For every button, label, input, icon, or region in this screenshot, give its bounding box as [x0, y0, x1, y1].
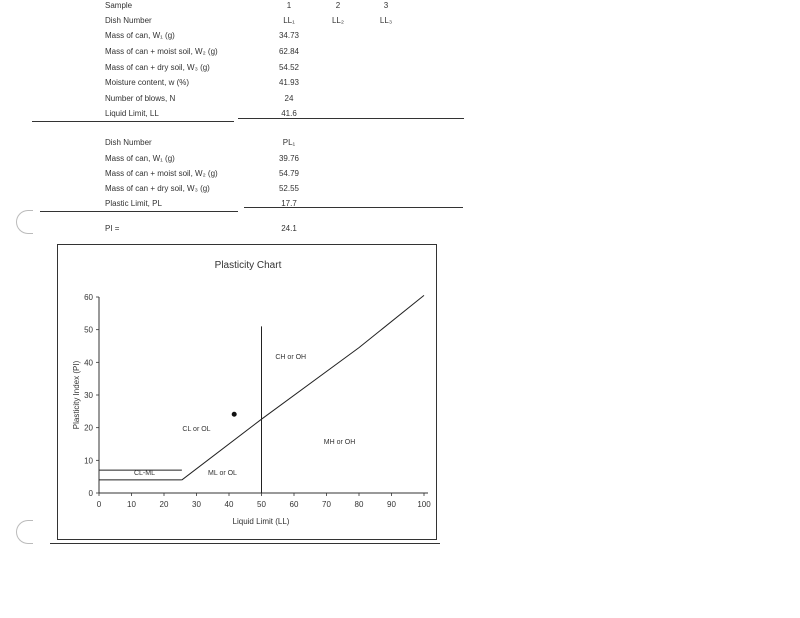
- mass-moist-value: 62.84: [278, 47, 300, 56]
- y-tick-label: 0: [88, 489, 93, 498]
- plastic-limit-value: 17.7: [281, 199, 297, 208]
- mass-can-value: 34.73: [278, 31, 300, 40]
- y-tick-label: 20: [84, 423, 93, 433]
- plastic-limit-label: Plastic Limit, PL: [105, 199, 162, 208]
- number-of-blows-value: 24: [284, 94, 294, 103]
- mass-moist-label: Mass of can + moist soil, W₂ (g): [105, 47, 218, 56]
- mass-can-label: Mass of can, W₁ (g): [105, 31, 175, 40]
- x-tick-label: 30: [192, 500, 201, 509]
- y-tick-label: 60: [84, 293, 93, 302]
- moisture-content-label: Moisture content, w (%): [105, 78, 190, 87]
- liquid-limit-value: 41.6: [281, 109, 297, 118]
- zone-label: CH or OH: [275, 354, 307, 362]
- x-tick-label: 60: [289, 500, 299, 509]
- pl-dish-number-label: Dish Number: [105, 138, 152, 147]
- sample-header-label: Sample: [105, 1, 133, 10]
- x-tick-label: 40: [224, 500, 234, 509]
- moisture-content-value: 41.93: [278, 78, 300, 87]
- pl-mass-dry-label: Mass of can + dry soil, W₃ (g): [105, 184, 210, 193]
- chart-title: Plasticity Chart: [214, 260, 282, 271]
- x-tick-label: 100: [417, 500, 431, 509]
- liquid-limit-label: Liquid Limit, LL: [105, 109, 159, 118]
- y-axis-label: Plasticity Index (PI): [72, 360, 81, 430]
- dish-number-ll2: LL₂: [331, 16, 344, 25]
- pl-mass-moist-value: 54.79: [278, 169, 300, 178]
- x-tick-label: 10: [127, 500, 136, 509]
- mass-dry-value: 54.52: [278, 63, 300, 72]
- y-tick-label: 50: [84, 325, 93, 335]
- zone-label: CL-ML: [133, 470, 156, 478]
- mass-dry-label: Mass of can + dry soil, W₃ (g): [105, 63, 210, 72]
- x-axis-label: Liquid Limit (LL): [232, 517, 290, 526]
- pi-label: PI =: [105, 224, 120, 233]
- x-tick-label: 70: [322, 500, 331, 509]
- pi-value: 24.1: [281, 224, 297, 233]
- sample-col-1: 1: [286, 1, 292, 10]
- x-tick-label: 0: [96, 500, 102, 509]
- pl-dish-number-value: PL₁: [282, 138, 296, 147]
- y-tick-label: 40: [84, 358, 93, 368]
- dish-number-label: Dish Number: [105, 16, 152, 25]
- sample-col-2: 2: [335, 1, 341, 10]
- pl-mass-dry-value: 52.55: [278, 184, 300, 193]
- number-of-blows-label: Number of blows, N: [105, 94, 176, 103]
- x-tick-label: 20: [159, 500, 169, 509]
- zone-label: MH or OH: [323, 439, 356, 446]
- zone-label: ML or OL: [208, 470, 237, 478]
- a-line: [182, 295, 424, 480]
- x-tick-label: 80: [354, 500, 364, 509]
- dish-number-ll3: LL₃: [379, 16, 393, 25]
- dish-number-ll1: LL₁: [283, 16, 295, 25]
- pl-mass-moist-label: Mass of can + moist soil, W₂ (g): [105, 169, 218, 178]
- pl-mass-can-value: 39.76: [278, 154, 300, 163]
- y-tick-label: 10: [84, 456, 93, 466]
- sample-col-3: 3: [383, 1, 389, 10]
- x-tick-label: 50: [257, 500, 266, 509]
- data-point: [232, 412, 237, 417]
- y-tick-label: 30: [84, 391, 93, 400]
- zone-label: CL or OL: [182, 425, 211, 433]
- pl-mass-can-label: Mass of can, W₁ (g): [105, 154, 175, 163]
- x-tick-label: 90: [387, 500, 396, 509]
